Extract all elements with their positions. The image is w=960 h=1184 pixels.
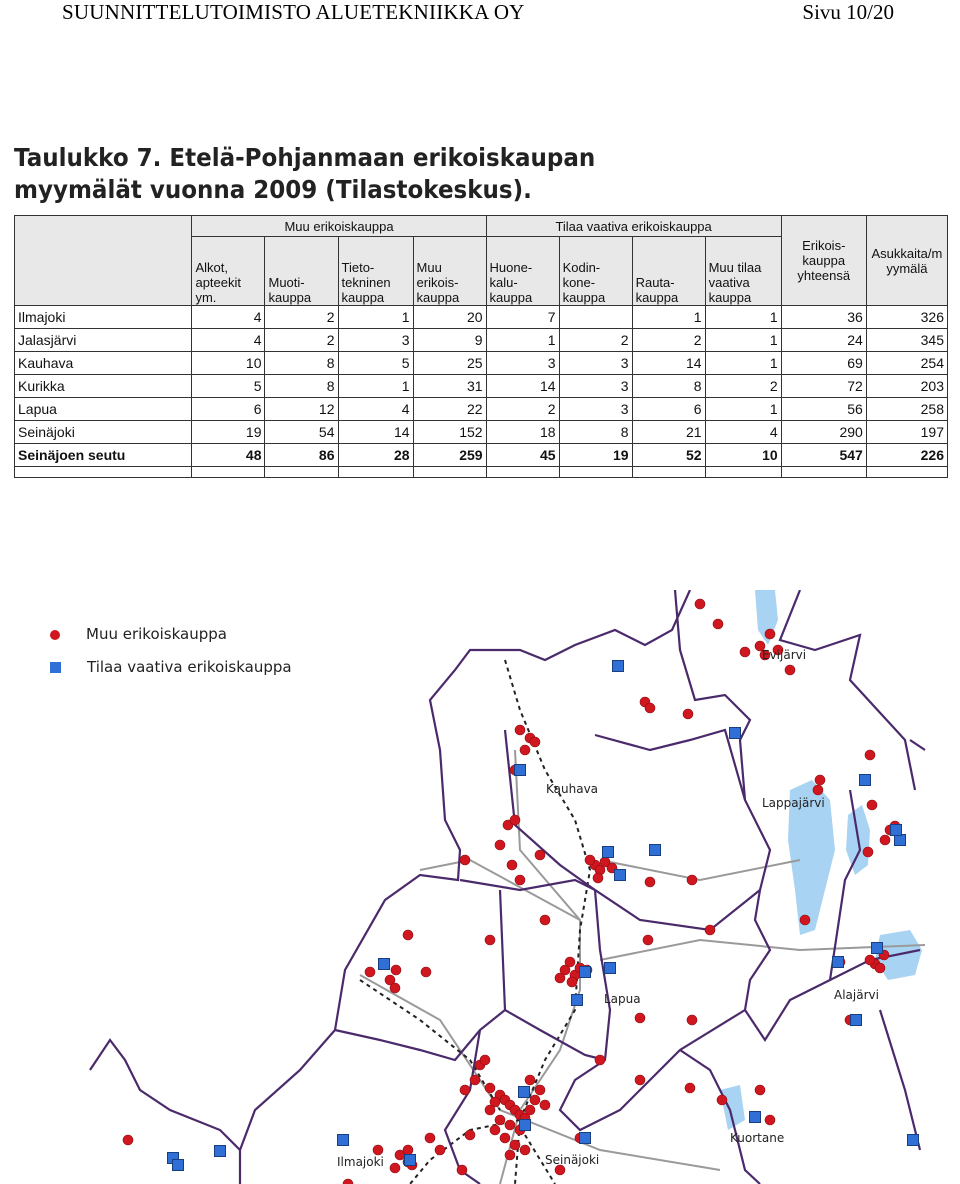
space-demanding-store-square [215,1146,226,1157]
specialty-store-dot [755,1085,765,1095]
specialty-store-dot [510,1140,520,1150]
specialty-store-dot [495,1115,505,1125]
specialty-store-dot [505,1120,515,1130]
specialty-store-dot [695,599,705,609]
specialty-store-dot [403,1145,413,1155]
specialty-store-dot [865,750,875,760]
table-cell: 1 [705,329,781,352]
column-header: Huone-kalu-kauppa [486,237,559,306]
specialty-store-dot [520,745,530,755]
place-label-kuortane: Kuortane [730,1131,785,1145]
table-cell: 1 [705,398,781,421]
space-demanding-store-square [860,775,871,786]
table-cell: 25 [413,352,486,375]
specialty-store-dot [495,840,505,850]
specialty-store-dot [510,815,520,825]
table-cell [338,467,413,478]
table-cell: 3 [559,375,632,398]
specialty-store-dot [863,847,873,857]
specialty-store-dot [530,1095,540,1105]
table-cell: 86 [265,444,338,467]
specialty-store-dot [485,935,495,945]
table-cell: 2 [486,398,559,421]
table-cell: 1 [338,306,413,329]
table-cell: 3 [338,329,413,352]
space-demanding-store-square [908,1135,919,1146]
space-demanding-store-square [613,661,624,672]
store-table [14,215,948,478]
column-header: Tieto-tekninen kauppa [338,237,413,306]
space-demanding-store-square [338,1135,349,1146]
space-demanding-store-square [173,1160,184,1171]
table-cell: 54 [265,421,338,444]
specialty-store-dot [645,877,655,887]
specialty-store-dot [425,1133,435,1143]
column-header: Erikois-kauppa yhteensä [781,216,866,306]
space-demanding-store-square [872,943,883,954]
table-cell: 152 [413,421,486,444]
document-header-company: SUUNNITTELUTOIMISTO ALUETEKNIIKKA OY [62,0,525,24]
table-cell [15,467,192,478]
column-header: Muoti-kauppa [265,237,338,306]
specialty-store-dot [530,737,540,747]
table-row [15,352,948,375]
specialty-store-dot [421,967,431,977]
page-number: Sivu 10/20 [802,0,894,24]
legend-dot-icon [50,630,60,640]
table-cell: 3 [559,398,632,421]
specialty-store-dot [683,709,693,719]
table-cell: 69 [781,352,866,375]
table-row [15,329,948,352]
table-cell [265,467,338,478]
specialty-store-dot [403,930,413,940]
table-cell: 18 [486,421,559,444]
table-cell: 197 [866,421,947,444]
table-cell: 21 [632,421,705,444]
row-name: Kurikka [15,375,192,398]
space-demanding-store-square [851,1015,862,1026]
table-cell: 20 [413,306,486,329]
specialty-store-dot [485,1083,495,1093]
table-cell: 326 [866,306,947,329]
table-row [15,398,948,421]
table-cell: 14 [338,421,413,444]
specialty-store-dot [685,1083,695,1093]
space-demanding-store-square [520,1120,531,1131]
specialty-store-dot [435,1145,445,1155]
column-header: Asukkaita/m yymälä [866,216,947,306]
table-cell: 56 [781,398,866,421]
table-cell: 12 [265,398,338,421]
table-cell: 19 [559,444,632,467]
specialty-store-dot [785,665,795,675]
specialty-store-dot [867,800,877,810]
specialty-store-dot [800,915,810,925]
legend-square-icon [50,662,61,673]
specialty-store-dot [643,935,653,945]
table-caption: Taulukko 7. Etelä-Pohjanmaan erikoiskaupan myymälät vuonna 2009 (Tilastokeskus). [14,143,596,204]
space-demanding-store-square [603,847,614,858]
table-cell: 10 [192,352,265,375]
table-cell: 259 [413,444,486,467]
table-cell: 24 [781,329,866,352]
table-cell: 2 [632,329,705,352]
row-name: Jalasjärvi [15,329,192,352]
row-name: Lapua [15,398,192,421]
space-demanding-store-square [605,963,616,974]
column-header: Kodin-kone-kauppa [559,237,632,306]
space-demanding-store-square [519,1087,530,1098]
table-cell: 36 [781,306,866,329]
space-demanding-store-square [895,835,906,846]
space-demanding-store-square [580,967,591,978]
table-cell: 4 [705,421,781,444]
specialty-store-dot [535,1085,545,1095]
table-cell: 226 [866,444,947,467]
row-name: Ilmajoki [15,306,192,329]
table-body [15,306,948,478]
specialty-store-dot [490,1125,500,1135]
place-label-seinajoki: Seinäjoki [545,1153,600,1167]
table-row [15,444,948,467]
table-cell: 8 [632,375,705,398]
table-cell [781,467,866,478]
table-cell: 254 [866,352,947,375]
table-cell: 1 [338,375,413,398]
specialty-store-dot [465,1130,475,1140]
table-cell: 2 [265,306,338,329]
space-demanding-store-square [833,957,844,968]
specialty-store-dot [765,1115,775,1125]
specialty-store-dot [365,967,375,977]
table-row-cropped [15,467,948,478]
specialty-store-dot [525,1075,535,1085]
table-cell [866,467,947,478]
space-demanding-store-square [580,1133,591,1144]
specialty-store-dot [485,1105,495,1115]
specialty-store-dot [875,963,885,973]
table-row [15,306,948,329]
table-cell [559,306,632,329]
place-label-alajarvi: Alajärvi [834,988,879,1002]
table-cell: 5 [192,375,265,398]
column-header: Muu tilaa vaativa kauppa [705,237,781,306]
space-demanding-store-square [615,870,626,881]
specialty-store-dot [500,1133,510,1143]
table-row [15,375,948,398]
table-cell: 48 [192,444,265,467]
specialty-store-dot [457,1165,467,1175]
table-cell: 1 [486,329,559,352]
table-cell: 28 [338,444,413,467]
specialty-store-dot [373,1145,383,1155]
table-cell: 45 [486,444,559,467]
table-cell: 22 [413,398,486,421]
table-cell: 290 [781,421,866,444]
place-label-lapua: Lapua [604,992,641,1006]
specialty-store-dot [813,785,823,795]
specialty-store-dot [540,915,550,925]
specialty-store-dot [507,860,517,870]
space-demanding-store-square [379,959,390,970]
legend-square-item [50,658,292,676]
table-cell: 345 [866,329,947,352]
table-cell: 5 [338,352,413,375]
table-cell: 52 [632,444,705,467]
place-label-kauhava: Kauhava [546,782,599,796]
table-cell: 8 [265,352,338,375]
table-cell: 14 [486,375,559,398]
table-cell: 19 [192,421,265,444]
specialty-store-dot [470,1075,480,1085]
store-location-map [0,590,960,1184]
map-canvas [0,590,960,1184]
row-name: Seinäjoki [15,421,192,444]
table-cell: 2 [559,329,632,352]
table-cell: 3 [486,352,559,375]
table-cell: 8 [559,421,632,444]
specialty-store-dot [555,973,565,983]
specialty-store-dot [123,1135,133,1145]
store-table-container [14,215,948,479]
specialty-store-dot [593,873,603,883]
table-cell: 6 [192,398,265,421]
specialty-store-dot [687,875,697,885]
space-demanding-store-square [515,765,526,776]
specialty-store-dot [880,835,890,845]
specialty-store-dot [460,855,470,865]
specialty-store-dot [585,855,595,865]
specialty-store-dot [390,1163,400,1173]
table-cell: 1 [632,306,705,329]
space-demanding-store-square [730,728,741,739]
specialty-store-dot [765,629,775,639]
table-cell: 14 [632,352,705,375]
table-cell: 203 [866,375,947,398]
legend-square-label: Tilaa vaativa erikoiskauppa [87,658,292,676]
legend-dot-item [50,625,227,643]
specialty-store-dot [480,1055,490,1065]
table-cell [192,467,265,478]
table-cell [486,467,559,478]
specialty-store-dot [515,875,525,885]
specialty-store-dot [520,1145,530,1155]
specialty-store-dot [390,983,400,993]
table-row [15,421,948,444]
table-cell: 4 [192,329,265,352]
specialty-store-dot [635,1013,645,1023]
legend-dot-label: Muu erikoiskauppa [86,625,227,643]
column-header: Muu erikois-kauppa [413,237,486,306]
table-cell: 7 [486,306,559,329]
specialty-store-dot [713,619,723,629]
table-cell: 3 [559,352,632,375]
specialty-store-dot [717,1095,727,1105]
column-header: Alkot, apteekit ym. [192,237,265,306]
space-demanding-store-square [650,845,661,856]
table-cell: 4 [192,306,265,329]
table-cell: 1 [705,306,781,329]
group-header-muu: Muu erikoiskauppa [192,216,486,237]
specialty-store-dot [815,775,825,785]
specialty-store-dot [505,1150,515,1160]
specialty-store-dot [705,925,715,935]
table-cell: 72 [781,375,866,398]
table-cell: 2 [705,375,781,398]
space-demanding-store-square [750,1112,761,1123]
place-label-lappajarvi: Lappajärvi [762,796,825,810]
specialty-store-dot [540,1100,550,1110]
column-header: Rauta-kauppa [632,237,705,306]
table-cell: 6 [632,398,705,421]
specialty-store-dot [567,977,577,987]
specialty-store-dot [460,1085,470,1095]
specialty-store-dot [635,1075,645,1085]
specialty-store-dot [535,850,545,860]
space-demanding-store-square [891,825,902,836]
table-cell: 258 [866,398,947,421]
table-cell: 1 [705,352,781,375]
specialty-store-dot [595,1055,605,1065]
table-cell: 8 [265,375,338,398]
table-cell: 4 [338,398,413,421]
table-cell [413,467,486,478]
table-cell: 10 [705,444,781,467]
row-name: Seinäjoen seutu [15,444,192,467]
place-label-ilmajoki: Ilmajoki [337,1155,384,1169]
specialty-store-dot [515,725,525,735]
specialty-store-dot [565,957,575,967]
table-cell [632,467,705,478]
specialty-store-dot [865,955,875,965]
table-cell [705,467,781,478]
space-demanding-store-square [572,995,583,1006]
table-cell: 2 [265,329,338,352]
specialty-store-dot [645,703,655,713]
table-cell: 547 [781,444,866,467]
row-name: Kauhava [15,352,192,375]
place-label-evijarvi: Evijärvi [762,648,807,662]
specialty-store-dot [740,647,750,657]
specialty-store-dot [391,965,401,975]
header-stub [15,216,192,306]
table-cell [559,467,632,478]
specialty-store-dot [525,1105,535,1115]
group-header-tilaa: Tilaa vaativa erikoiskauppa [486,216,781,237]
specialty-store-dot [687,1015,697,1025]
table-cell: 31 [413,375,486,398]
table-cell: 9 [413,329,486,352]
space-demanding-store-square [405,1155,416,1166]
